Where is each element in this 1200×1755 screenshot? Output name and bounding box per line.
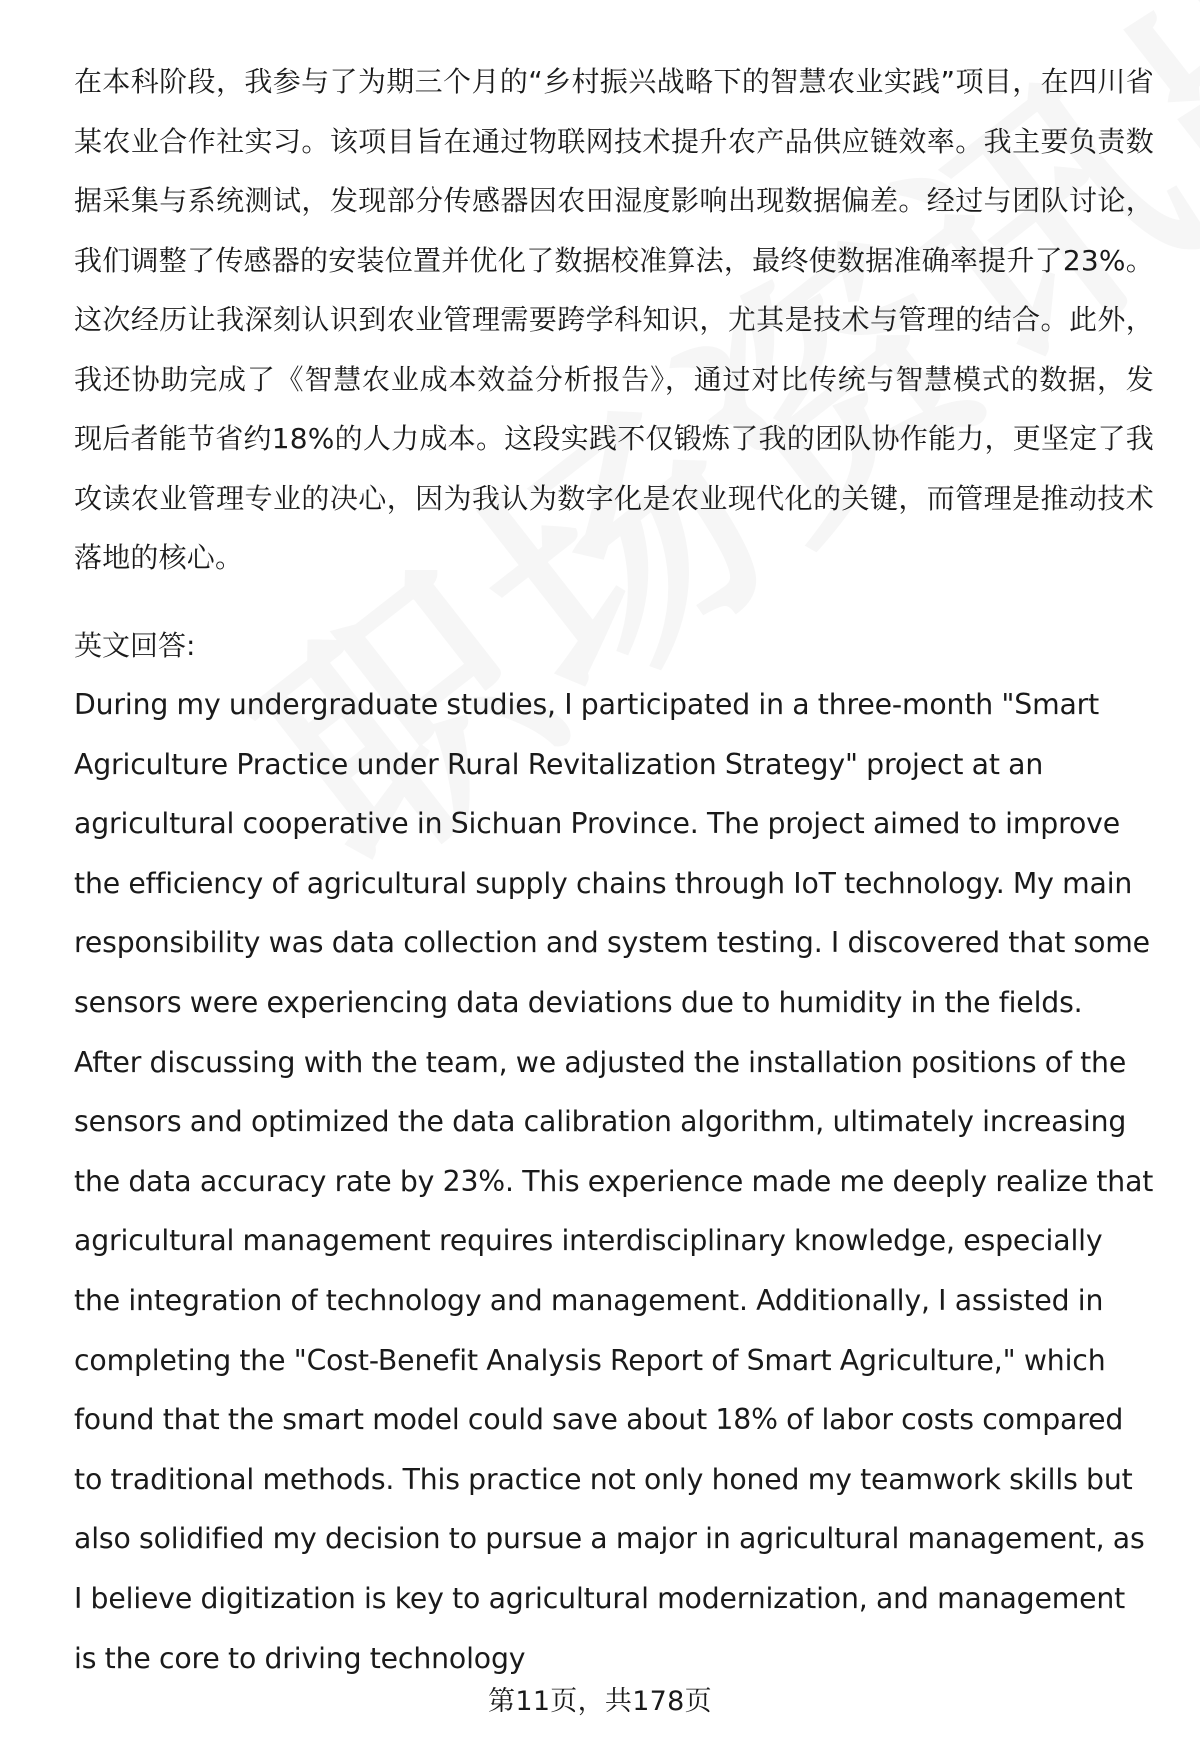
english-answer-label: 英文回答: — [74, 628, 196, 662]
page-content — [74, 52, 1154, 1688]
english-answer-paragraph: During my undergraduate studies, I participated in a three-month "Smart Agriculture Practice under Rural Revitalization Strategy" project at an agricultural cooperative in Sichuan Province. The project aimed to improve the efficiency of agricultural supply chains through IoT technology. My main responsibility was data collection and system testing. I discovered that some sensors were experiencing data deviations due to humidity in the fields. After discussing with the team, we adjusted the installation positions of the sensors and optimized the data calibration algorithm, ultimately increasing the data accuracy rate by 23%. This experience made me deeply realize that agricultural management requires interdisciplinary knowledge, especially the integration of technology and management. Additionally, I assisted in completing the "Cost-Benefit Analysis Report of Smart Agriculture," which found that the smart model could save about 18% of labor costs compared to traditional methods. This practice not only honed my teamwork skills but also solidified my decision to pursue a major in agricultural management, as I believe digitization is key to agricultural modernization, and management is the core to driving technology — [74, 688, 1154, 1675]
page-number-footer: 第11页，共178页 — [488, 1686, 712, 1717]
chinese-answer-paragraph: 在本科阶段，我参与了为期三个月的“乡村振兴战略下的智慧农业实践”项目，在四川省某农业合作社实习。该项目旨在通过物联网技术提升农产品供应链效率。我主要负责数据采集与系统测试，发现部分传感器因农田湿度影响出现数据偏差。经过与团队讨论，我们调整了传感器的安装位置并优化了数据校准算法，最终使数据准确率提升了23%。这次经历让我深刻认识到农业管理需要跨学科知识，尤其是技术与管理的结合。此外，我还协助完成了《智慧农业成本效益分析报告》，通过对比传统与智慧模式的数据，发现后者能节省约18%的人力成本。这段实践不仅锻炼了我的团队协作能力，更坚定了我攻读农业管理专业的决心，因为我认为数字化是农业现代化的关键，而管理是推动技术落地的核心。 — [74, 65, 1154, 574]
